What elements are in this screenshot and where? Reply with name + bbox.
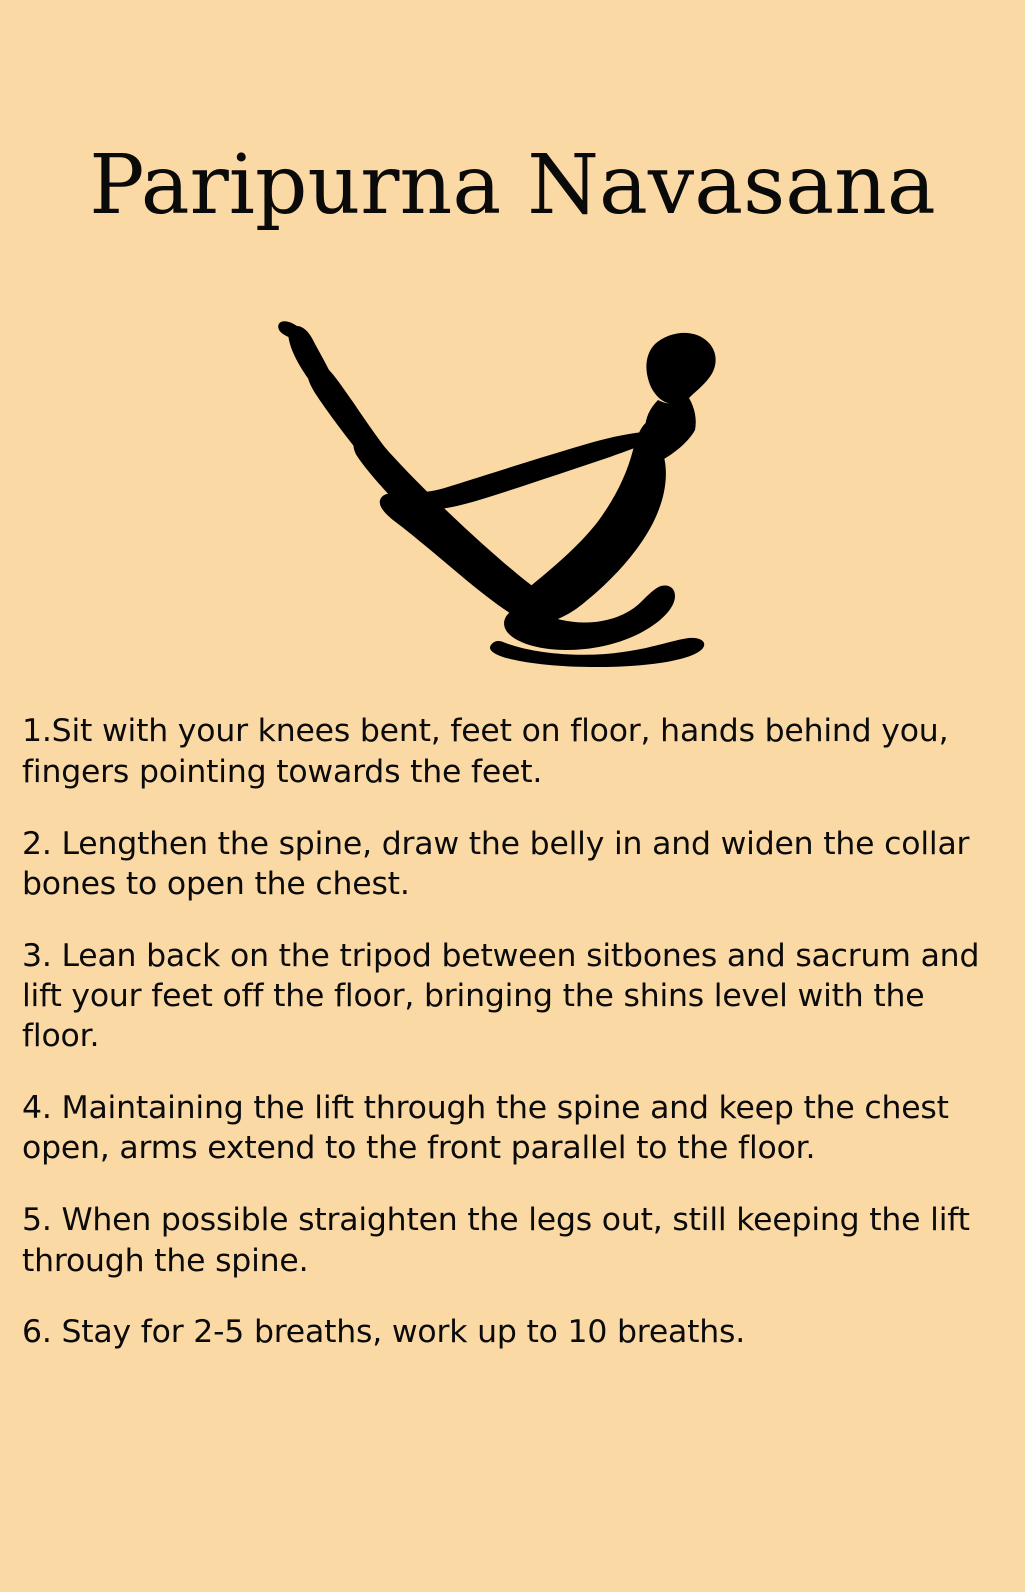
list-item: 4. Maintaining the lift through the spine and keep the chest open, arms extend to the front parallel to the floor. bbox=[22, 1090, 949, 1167]
boat-pose-silhouette-icon bbox=[203, 282, 823, 672]
list-item: 1.Sit with your knees bent, feet on floor, hands behind you, fingers pointing towards the feet. bbox=[22, 713, 949, 790]
page-title: Paripurna Navasana bbox=[89, 137, 936, 233]
list-item: 3. Lean back on the tripod between sitbones and sacrum and lift your feet off the floor, bringing the shins level with the floor. bbox=[22, 937, 980, 1055]
list-item: 2. Lengthen the spine, draw the belly in and widen the collar bones to open the chest. bbox=[22, 825, 970, 902]
yoga-pose-poster bbox=[0, 55, 1025, 1592]
illustration-container bbox=[0, 282, 1025, 672]
list-item: 5. When possible straighten the legs out, still keeping the lift through the spine. bbox=[22, 1202, 970, 1279]
list-item: 6. Stay for 2-5 breaths, work up to 10 breaths. bbox=[22, 1314, 746, 1351]
instruction-list bbox=[0, 672, 1025, 1353]
